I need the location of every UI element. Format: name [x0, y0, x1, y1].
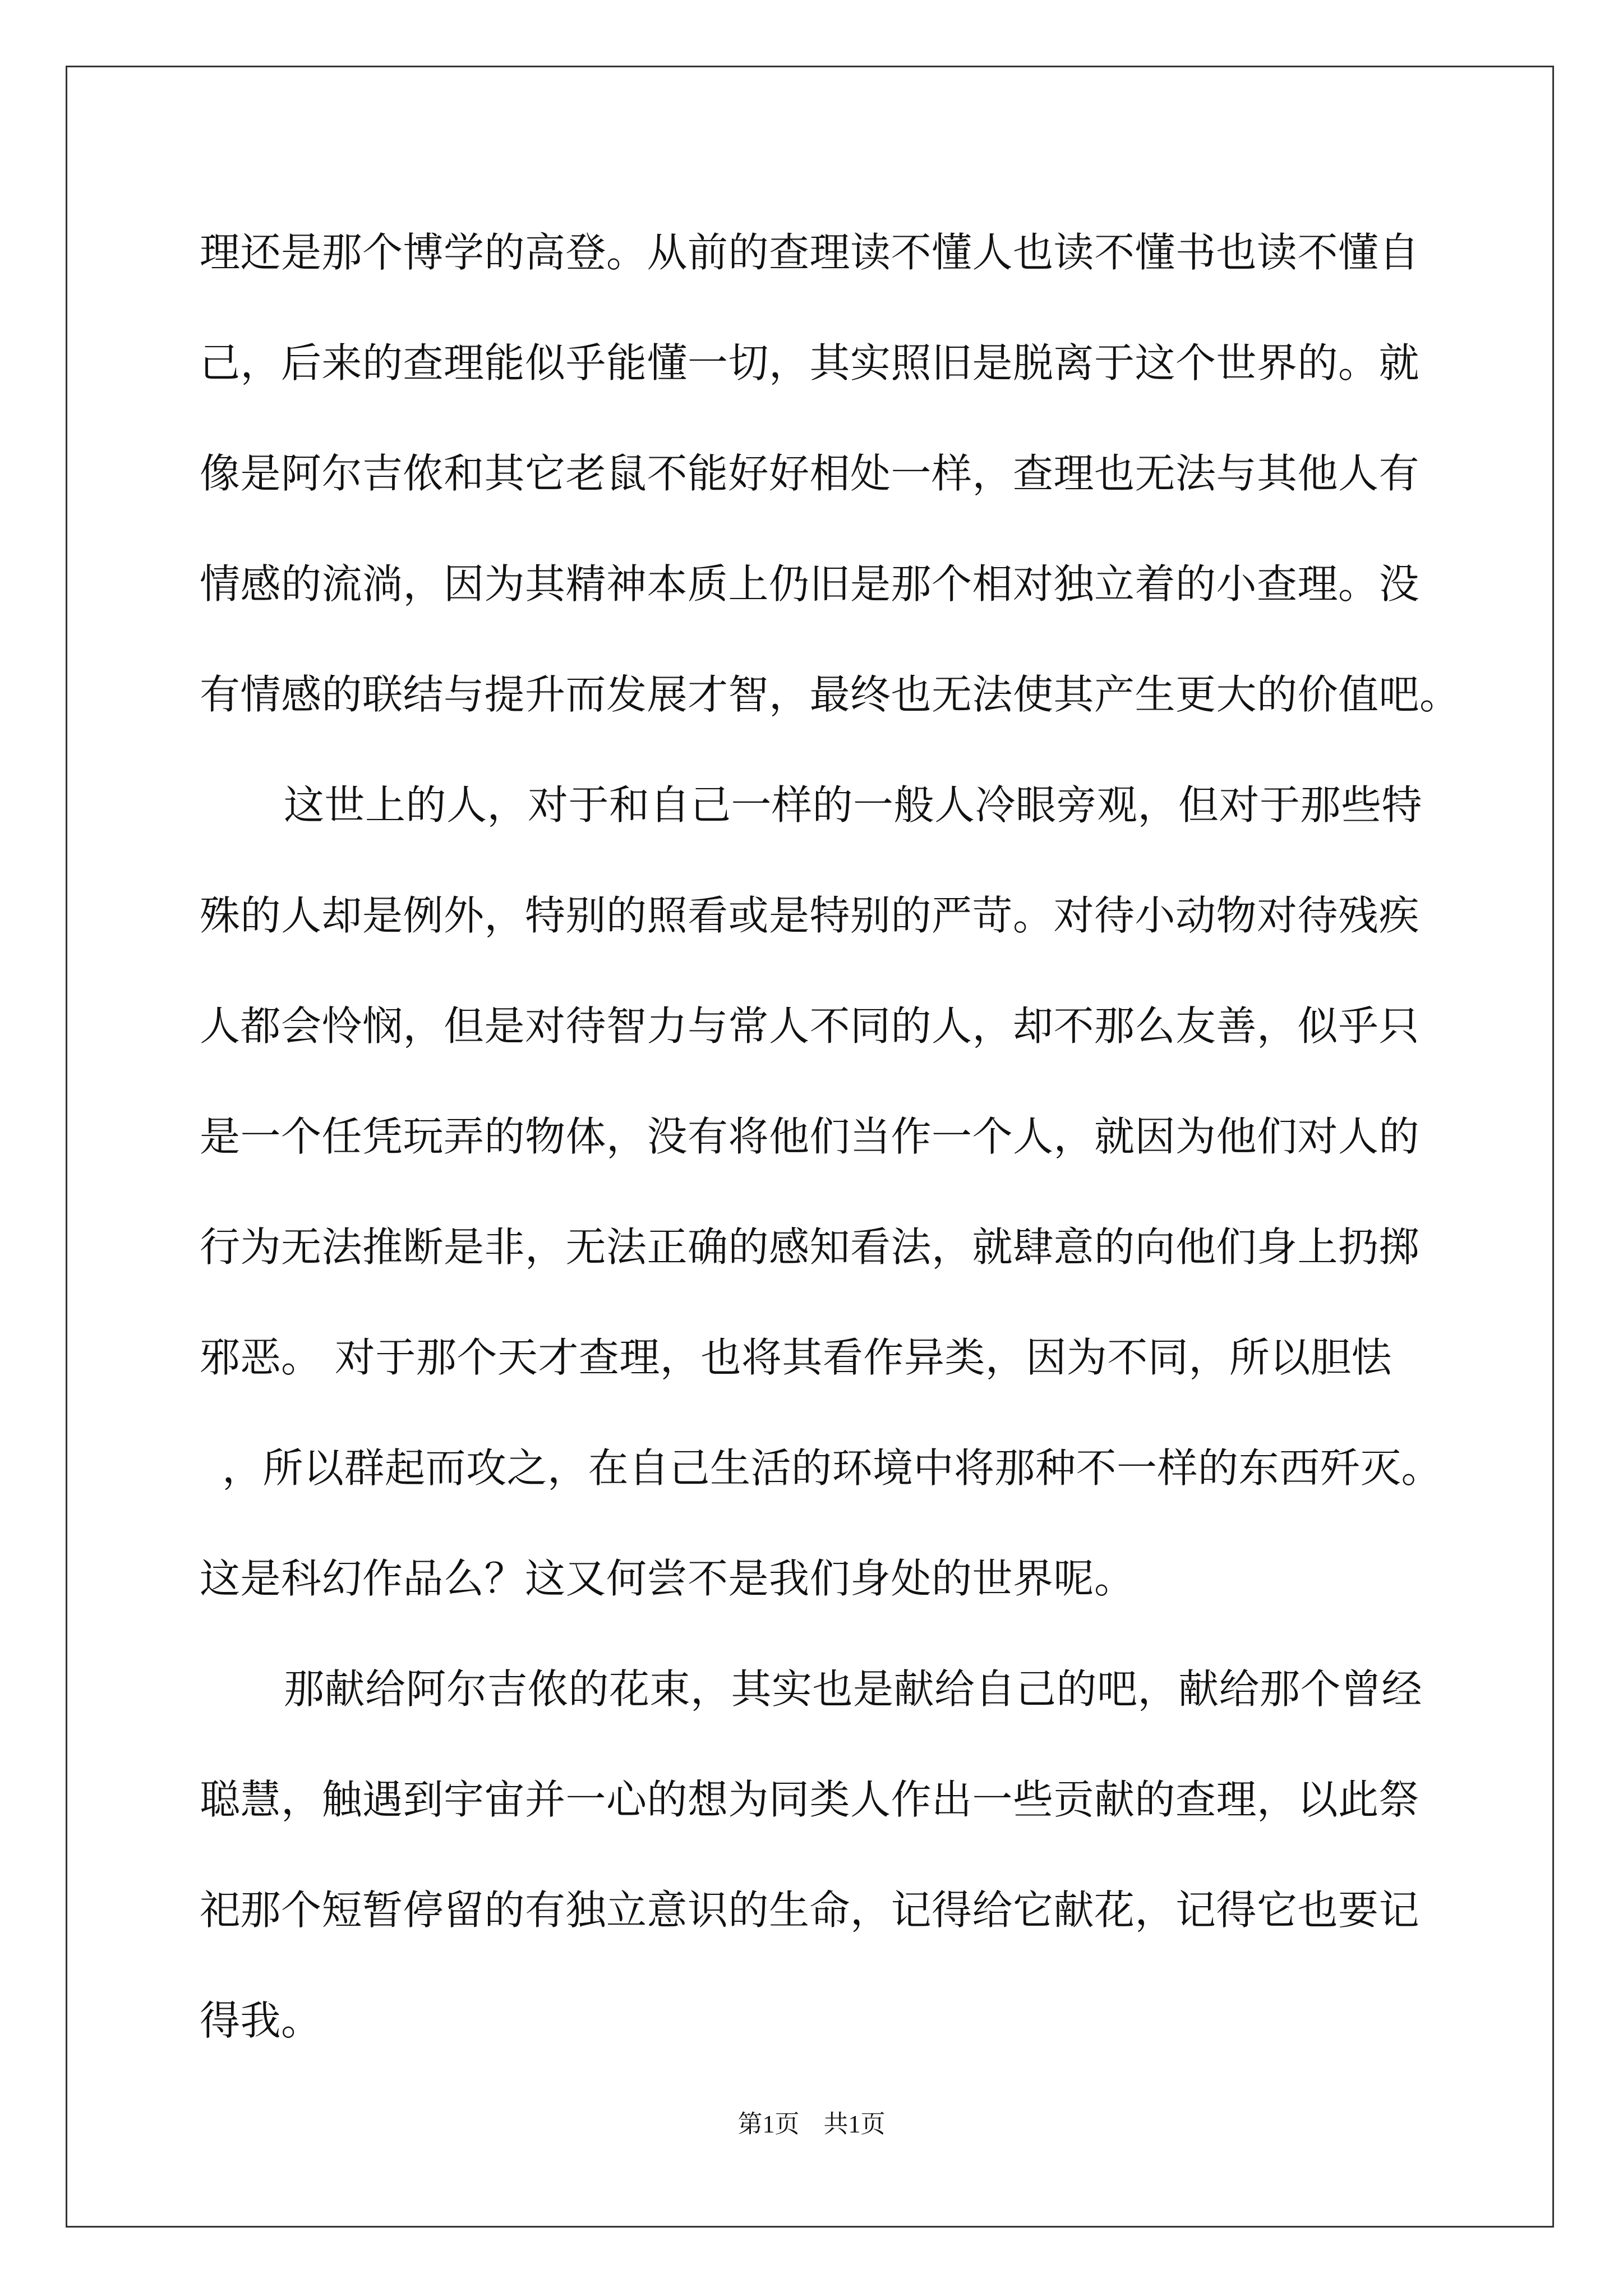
text-line: 像是阿尔吉侬和其它老鼠不能好好相处一样，查理也无法与其他人有 [200, 450, 1420, 497]
text-line: 得我。 [200, 1997, 322, 2044]
text-line: 祀那个短暂停留的有独立意识的生命，记得给它献花，记得它也要记 [200, 1887, 1420, 1934]
text-line: 行为无法推断是非，无法正确的感知看法，就肆意的向他们身上扔掷 [200, 1223, 1420, 1271]
page-number: 第1页 [737, 2110, 800, 2138]
text-line: 人都会怜悯，但是对待智力与常人不同的人，却不那么友善，似乎只 [200, 1002, 1420, 1050]
text-line: 殊的人却是例外，特别的照看或是特别的严苛。对待小动物对待残疾 [200, 892, 1420, 939]
text-line: 己，后来的查理能似乎能懂一切，其实照旧是脱离于这个世界的。就 [200, 339, 1420, 386]
document-body [200, 210, 1460, 2089]
text-line: ，所以群起而攻之，在自己生活的环境中将那种不一样的东西歼灭。 [222, 1444, 1442, 1492]
text-line: 这是科幻作品么？这又何尝不是我们身处的世界呢。 [200, 1555, 1135, 1602]
text-line: 有情感的联结与提升而发展才智，最终也无法使其产生更大的价值吧。 [200, 671, 1460, 718]
page-footer [0, 2104, 1623, 2139]
text-line: 理还是那个博学的高登。从前的查理读不懂人也读不懂书也读不懂自 [200, 229, 1420, 276]
text-line: 这世上的人，对于和自己一样的一般人冷眼旁观，但对于那些特 [284, 781, 1423, 829]
text-line: 邪恶。 对于那个天才查理，也将其看作异类，因为不同，所以胆怯 [200, 1334, 1392, 1381]
text-line: 聪慧，触遇到宇宙并一心的想为同类人作出一些贡献的查理，以此祭 [200, 1776, 1420, 1823]
text-line: 情感的流淌，因为其精神本质上仍旧是那个相对独立着的小查理。没 [200, 560, 1420, 608]
text-line: 是一个任凭玩弄的物体，没有将他们当作一个人，就因为他们对人的 [200, 1113, 1420, 1160]
text-line: 那献给阿尔吉侬的花束，其实也是献给自己的吧，献给那个曾经 [284, 1665, 1423, 1713]
page-total: 共1页 [823, 2110, 886, 2138]
